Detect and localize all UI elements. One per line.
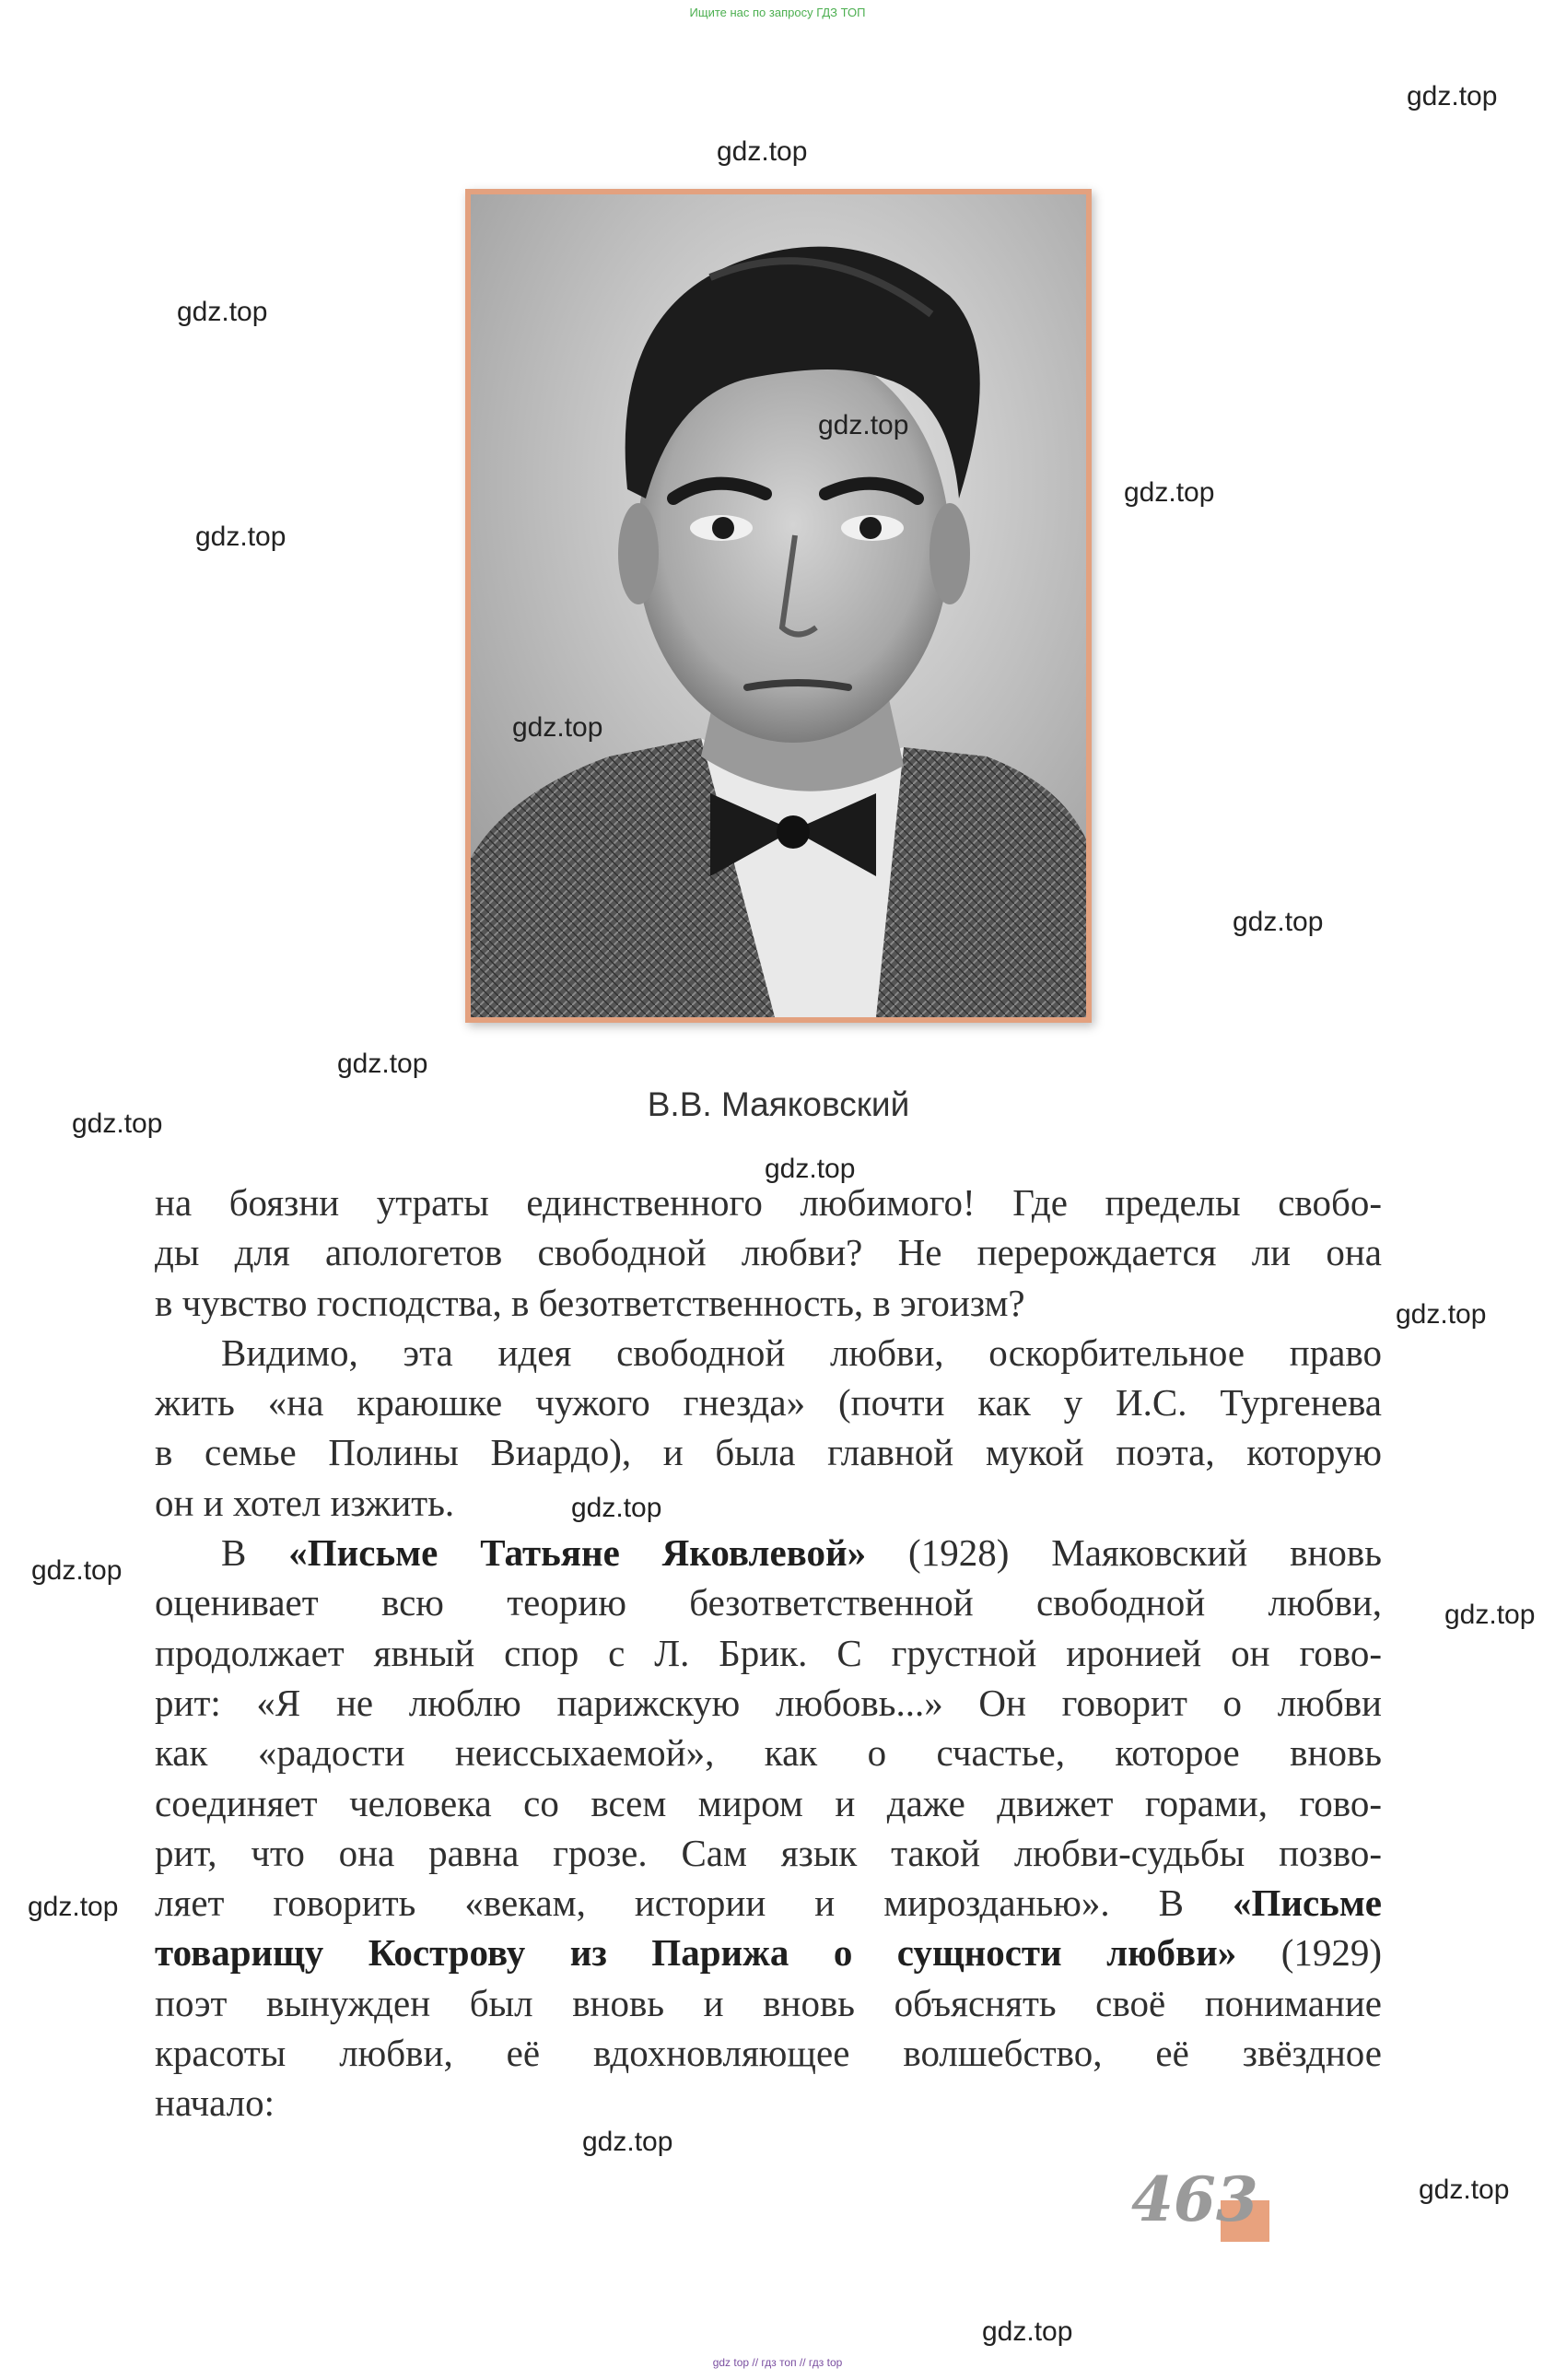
text-line: соединяет человека со всем миром и даже движет горами, гово- (155, 1781, 1382, 1824)
watermark: gdz.top (512, 712, 603, 743)
text-line: жить «на краюшке чужого гнезда» (почти как у И.С. Тургенева (155, 1381, 1382, 1424)
watermark: gdz.top (1396, 1299, 1487, 1330)
watermark: gdz.top (1444, 1600, 1536, 1630)
watermark: gdz.top (717, 136, 808, 167)
watermark: gdz.top (177, 297, 268, 327)
watermark: gdz.top (582, 2127, 673, 2157)
work-title: «Письме (1232, 1882, 1382, 1925)
bottom-banner: gdz top // гдз топ // гдз top (712, 2356, 843, 2369)
watermark: gdz.top (72, 1108, 163, 1139)
body-text (155, 1178, 1382, 2128)
text-line: начало: (155, 2081, 275, 2125)
watermark: gdz.top (818, 410, 909, 440)
text-line: на боязни утраты единственного любимого! Где пределы свобо- (155, 1181, 1382, 1224)
text-line: рит, что она равна грозе. Сам язык такой любви-судьбы позво- (155, 1831, 1382, 1874)
text-line: он и хотел изжить. (155, 1481, 455, 1524)
watermark: gdz.top (1233, 907, 1324, 937)
watermark: gdz.top (1124, 477, 1215, 508)
text-line-with-title: В «Письме Татьяне Яковлевой» (1928) Маяковский вновь (221, 1531, 1382, 1575)
top-banner: Ищите нас по запросу ГДЗ ТОП (689, 6, 866, 19)
work-title: «Письме Татьяне Яковлевой» (288, 1531, 867, 1575)
text-line: продолжает явный спор с Л. Брик. С грустной иронией он гово- (155, 1631, 1382, 1674)
watermark: gdz.top (571, 1493, 662, 1523)
watermark: gdz.top (28, 1892, 119, 1922)
text-line-with-title: товарищу Кострову из Парижа о сущности любви» (1929) (155, 1931, 1382, 1975)
text-line: в семье Полины Виардо), и была главной мукой поэта, которую (155, 1431, 1382, 1474)
watermark: gdz.top (195, 522, 286, 552)
work-title: товарищу Кострову из Парижа о сущности любви» (155, 1931, 1237, 1975)
text-line: Видимо, эта идея свободной любви, оскорбительное право (221, 1331, 1382, 1374)
page-number: 463 (1131, 2163, 1258, 2235)
watermark: gdz.top (765, 1154, 856, 1184)
text-line: красоты любви, её вдохновляющее волшебство, её звёздное (155, 2032, 1382, 2075)
watermark: gdz.top (982, 2316, 1073, 2347)
portrait-illustration (471, 194, 1086, 1017)
watermark: gdz.top (337, 1049, 428, 1079)
text-line: оценивает всю теорию безответственной свободной любви, (155, 1581, 1382, 1624)
text-line: поэт вынужден был вновь и вновь объяснять своё понимание (155, 1981, 1382, 2024)
watermark: gdz.top (1419, 2175, 1510, 2205)
watermark: gdz.top (1407, 81, 1498, 111)
photo-caption: В.В. Маяковский (647, 1085, 910, 1123)
text-line: как «радости неиссыхаемой», как о счастье, которое вновь (155, 1731, 1382, 1775)
text-line-with-title: ляет говорить «векам, истории и мирозданью». В «Письме (155, 1882, 1382, 1925)
portrait-photo (465, 189, 1092, 1023)
text-line: рит: «Я не люблю парижскую любовь...» Он говорит о любви (155, 1681, 1382, 1724)
text-line: ды для апологетов свободной любви? Не перерождается ли она (155, 1231, 1382, 1274)
watermark: gdz.top (31, 1555, 123, 1586)
text-line: в чувство господства, в безответственность, в эгоизм? (155, 1281, 1025, 1324)
